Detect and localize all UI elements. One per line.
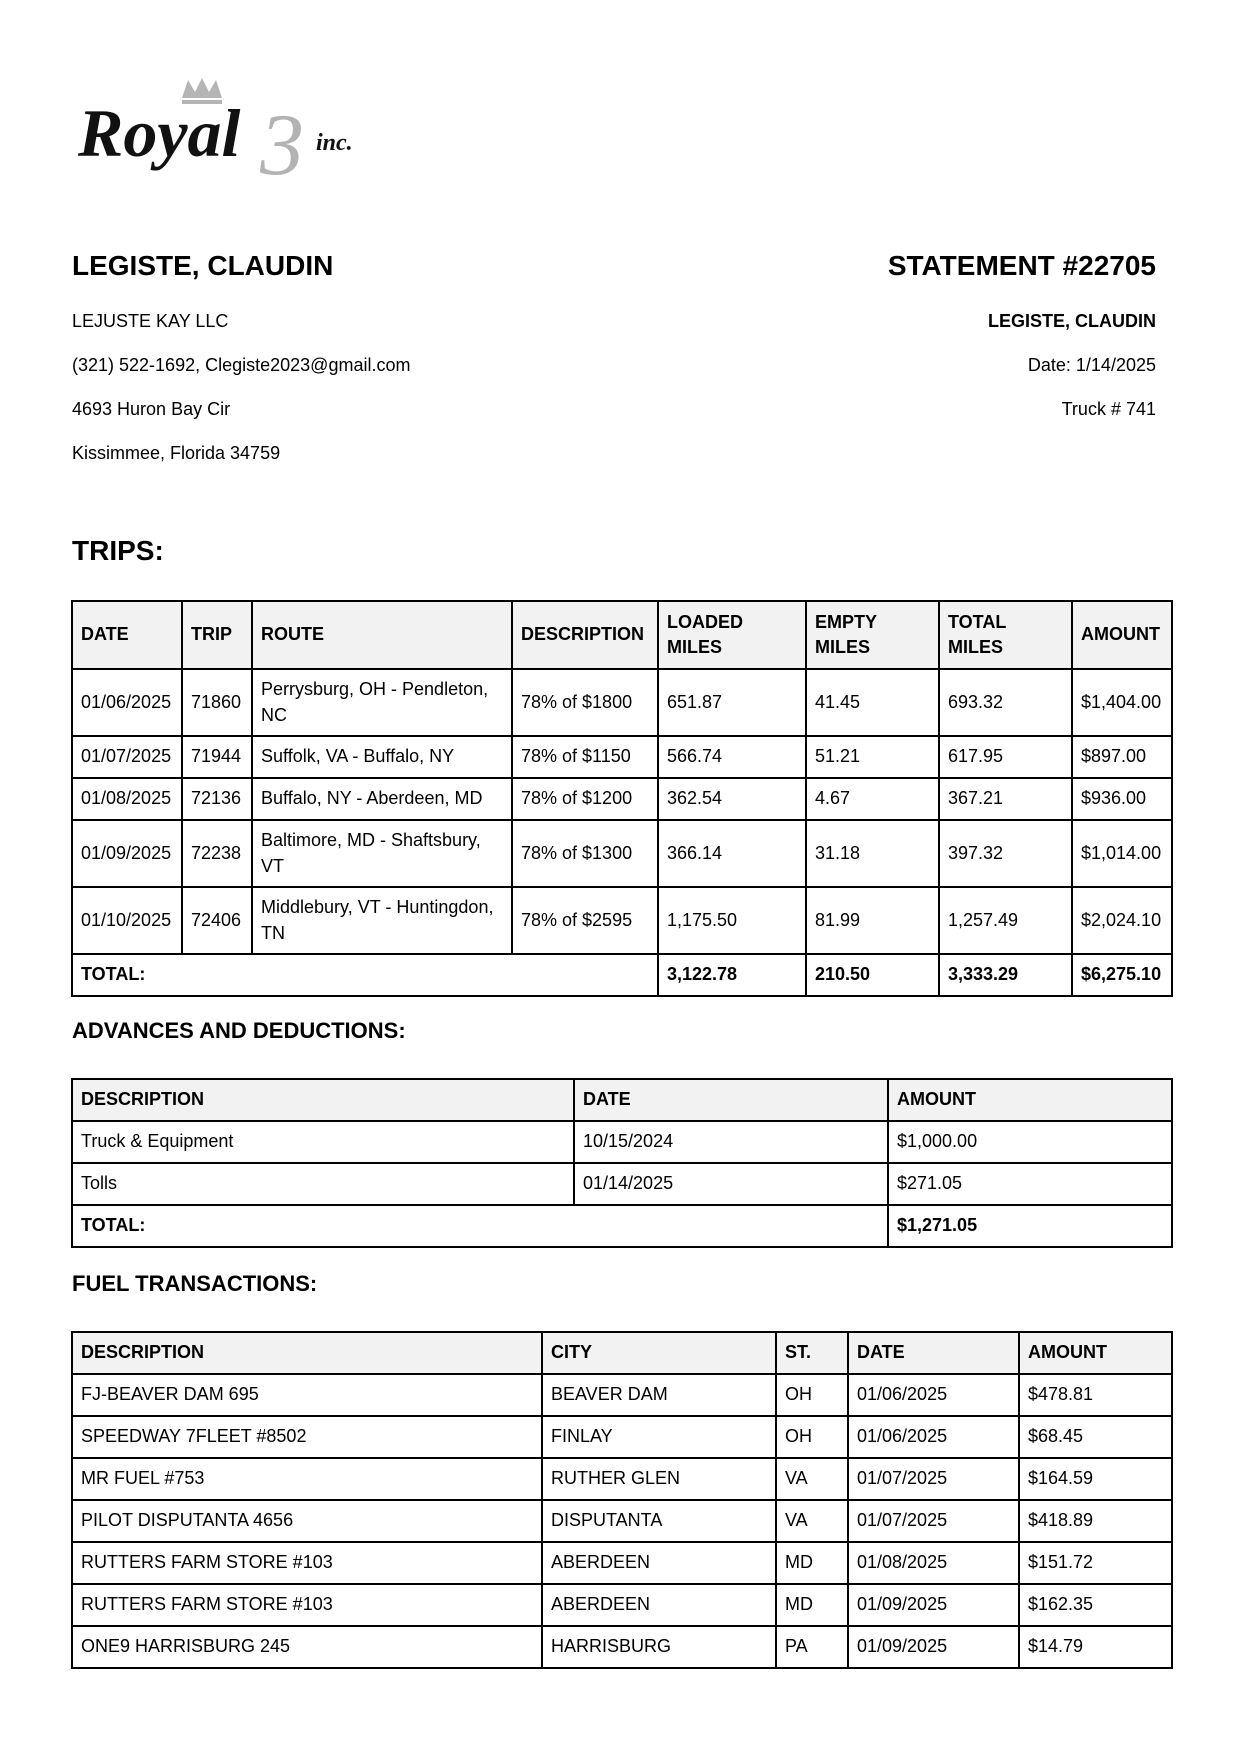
total-empty-miles: 210.50: [806, 954, 939, 996]
table-cell: ABERDEEN: [542, 1584, 776, 1626]
table-cell: 51.21: [806, 736, 939, 778]
total-row: [72, 1205, 1172, 1247]
driver-company: LEJUSTE KAY LLC: [72, 311, 229, 331]
table-cell: 1,175.50: [658, 887, 806, 954]
table-cell: Perrysburg, OH - Pendleton, NC: [252, 669, 512, 736]
table-cell: 566.74: [658, 736, 806, 778]
table-cell: 31.18: [806, 820, 939, 887]
table-row: [72, 820, 1172, 887]
driver-address-line1: 4693 Huron Bay Cir: [72, 399, 231, 419]
table-cell: Suffolk, VA - Buffalo, NY: [252, 736, 512, 778]
table-cell: 651.87: [658, 669, 806, 736]
table-cell: 01/07/2025: [72, 736, 182, 778]
table-cell: 41.45: [806, 669, 939, 736]
table-cell: BEAVER DAM: [542, 1374, 776, 1416]
total-label: TOTAL:: [72, 1205, 888, 1247]
table-cell: 71860: [182, 669, 252, 736]
table-cell: $162.35: [1019, 1584, 1172, 1626]
table-cell: OH: [776, 1374, 848, 1416]
table-cell: 4.67: [806, 778, 939, 820]
table-cell: 01/07/2025: [848, 1500, 1019, 1542]
table-cell: $164.59: [1019, 1458, 1172, 1500]
table-cell: RUTTERS FARM STORE #103: [72, 1584, 542, 1626]
table-row: [72, 1121, 1172, 1163]
table-row: [72, 1416, 1172, 1458]
table-cell: 1,257.49: [939, 887, 1072, 954]
driver-contact: (321) 522-1692, Clegiste2023@gmail.com: [72, 355, 411, 375]
column-header: TOTAL MILES: [939, 601, 1072, 669]
table-row: [72, 1163, 1172, 1205]
table-row: [72, 1542, 1172, 1584]
fuel-heading: FUEL TRANSACTIONS:: [72, 1271, 318, 1296]
table-cell: 366.14: [658, 820, 806, 887]
table-cell: PILOT DISPUTANTA 4656: [72, 1500, 542, 1542]
table-cell: 78% of $1300: [512, 820, 658, 887]
header-row: [72, 1079, 1172, 1121]
column-header: LOADED MILES: [658, 601, 806, 669]
table-cell: Tolls: [72, 1163, 574, 1205]
table-cell: DISPUTANTA: [542, 1500, 776, 1542]
table-cell: MD: [776, 1542, 848, 1584]
statement-title: STATEMENT #22705: [887, 250, 1156, 281]
statement-driver-name: LEGISTE, CLAUDIN: [987, 311, 1156, 331]
column-header: DESCRIPTION: [512, 601, 658, 669]
table-cell: ABERDEEN: [542, 1542, 776, 1584]
table-cell: 78% of $1200: [512, 778, 658, 820]
table-cell: FINLAY: [542, 1416, 776, 1458]
svg-text:inc.: inc.: [316, 130, 353, 156]
table-cell: PA: [776, 1626, 848, 1668]
table-cell: 693.32: [939, 669, 1072, 736]
table-cell: $68.45: [1019, 1416, 1172, 1458]
column-header: DATE: [72, 601, 182, 669]
column-header: TRIP: [182, 601, 252, 669]
trips-heading: TRIPS:: [72, 535, 164, 566]
table-cell: Baltimore, MD - Shaftsbury, VT: [252, 820, 512, 887]
table-cell: 10/15/2024: [574, 1121, 888, 1163]
column-header: CITY: [542, 1332, 776, 1374]
column-header: DATE: [574, 1079, 888, 1121]
driver-name: LEGISTE, CLAUDIN: [72, 250, 334, 281]
table-cell: MD: [776, 1584, 848, 1626]
svg-text:Royal: Royal: [78, 95, 241, 171]
table-cell: 78% of $1800: [512, 669, 658, 736]
table-cell: VA: [776, 1458, 848, 1500]
table-cell: 01/07/2025: [848, 1458, 1019, 1500]
table-cell: VA: [776, 1500, 848, 1542]
table-cell: HARRISBURG: [542, 1626, 776, 1668]
table-cell: Middlebury, VT - Huntingdon, TN: [252, 887, 512, 954]
table-cell: 71944: [182, 736, 252, 778]
advances-table: [71, 1078, 1173, 1248]
table-cell: 01/10/2025: [72, 887, 182, 954]
table-cell: 01/06/2025: [72, 669, 182, 736]
table-cell: $1,000.00: [888, 1121, 1172, 1163]
table-cell: 81.99: [806, 887, 939, 954]
table-cell: $478.81: [1019, 1374, 1172, 1416]
table-cell: 01/14/2025: [574, 1163, 888, 1205]
table-cell: 72238: [182, 820, 252, 887]
table-row: [72, 887, 1172, 954]
table-cell: 01/09/2025: [72, 820, 182, 887]
table-row: [72, 1500, 1172, 1542]
total-miles: 3,333.29: [939, 954, 1072, 996]
table-row: [72, 736, 1172, 778]
fuel-table: [71, 1331, 1173, 1669]
column-header: AMOUNT: [888, 1079, 1172, 1121]
svg-text:3: 3: [260, 97, 304, 190]
table-row: [72, 778, 1172, 820]
header-row: [72, 1332, 1172, 1374]
table-cell: 78% of $1150: [512, 736, 658, 778]
column-header: AMOUNT: [1072, 601, 1172, 669]
table-cell: 01/08/2025: [72, 778, 182, 820]
table-cell: 397.32: [939, 820, 1072, 887]
table-cell: $14.79: [1019, 1626, 1172, 1668]
table-cell: RUTHER GLEN: [542, 1458, 776, 1500]
table-cell: 01/09/2025: [848, 1626, 1019, 1668]
table-cell: 01/06/2025: [848, 1416, 1019, 1458]
advances-heading: ADVANCES AND DEDUCTIONS:: [72, 1018, 406, 1043]
table-cell: 362.54: [658, 778, 806, 820]
trips-table: [71, 600, 1173, 997]
table-cell: 01/06/2025: [848, 1374, 1019, 1416]
total-row: [72, 954, 1172, 996]
table-row: [72, 1458, 1172, 1500]
table-cell: 72406: [182, 887, 252, 954]
table-row: [72, 669, 1172, 736]
total-label: TOTAL:: [72, 954, 658, 996]
total-amount: $6,275.10: [1072, 954, 1172, 996]
table-row: [72, 1374, 1172, 1416]
table-cell: 617.95: [939, 736, 1072, 778]
column-header: EMPTY MILES: [806, 601, 939, 669]
table-cell: Truck & Equipment: [72, 1121, 574, 1163]
table-cell: 01/09/2025: [848, 1584, 1019, 1626]
table-cell: $2,024.10: [1072, 887, 1172, 954]
table-cell: 367.21: [939, 778, 1072, 820]
column-header: DESCRIPTION: [72, 1332, 542, 1374]
table-cell: ONE9 HARRISBURG 245: [72, 1626, 542, 1668]
table-cell: $1,404.00: [1072, 669, 1172, 736]
table-cell: FJ-BEAVER DAM 695: [72, 1374, 542, 1416]
table-cell: $271.05: [888, 1163, 1172, 1205]
driver-address-line2: Kissimmee, Florida 34759: [72, 443, 281, 463]
table-cell: OH: [776, 1416, 848, 1458]
table-cell: $936.00: [1072, 778, 1172, 820]
statement-date: Date: 1/14/2025: [1027, 355, 1156, 375]
table-cell: MR FUEL #753: [72, 1458, 542, 1500]
table-cell: $897.00: [1072, 736, 1172, 778]
total-amount: $1,271.05: [888, 1205, 1172, 1247]
table-row: [72, 1584, 1172, 1626]
total-loaded-miles: 3,122.78: [658, 954, 806, 996]
table-cell: 01/08/2025: [848, 1542, 1019, 1584]
table-cell: RUTTERS FARM STORE #103: [72, 1542, 542, 1584]
table-cell: Buffalo, NY - Aberdeen, MD: [252, 778, 512, 820]
table-cell: $418.89: [1019, 1500, 1172, 1542]
table-cell: $1,014.00: [1072, 820, 1172, 887]
column-header: ROUTE: [252, 601, 512, 669]
column-header: ST.: [776, 1332, 848, 1374]
table-cell: 78% of $2595: [512, 887, 658, 954]
table-row: [72, 1626, 1172, 1668]
header-row: [72, 601, 1172, 669]
table-cell: 72136: [182, 778, 252, 820]
column-header: DESCRIPTION: [72, 1079, 574, 1121]
table-cell: $151.72: [1019, 1542, 1172, 1584]
company-logo: [78, 78, 388, 190]
column-header: AMOUNT: [1019, 1332, 1172, 1374]
statement-truck: Truck # 741: [1061, 399, 1156, 419]
table-cell: SPEEDWAY 7FLEET #8502: [72, 1416, 542, 1458]
column-header: DATE: [848, 1332, 1019, 1374]
